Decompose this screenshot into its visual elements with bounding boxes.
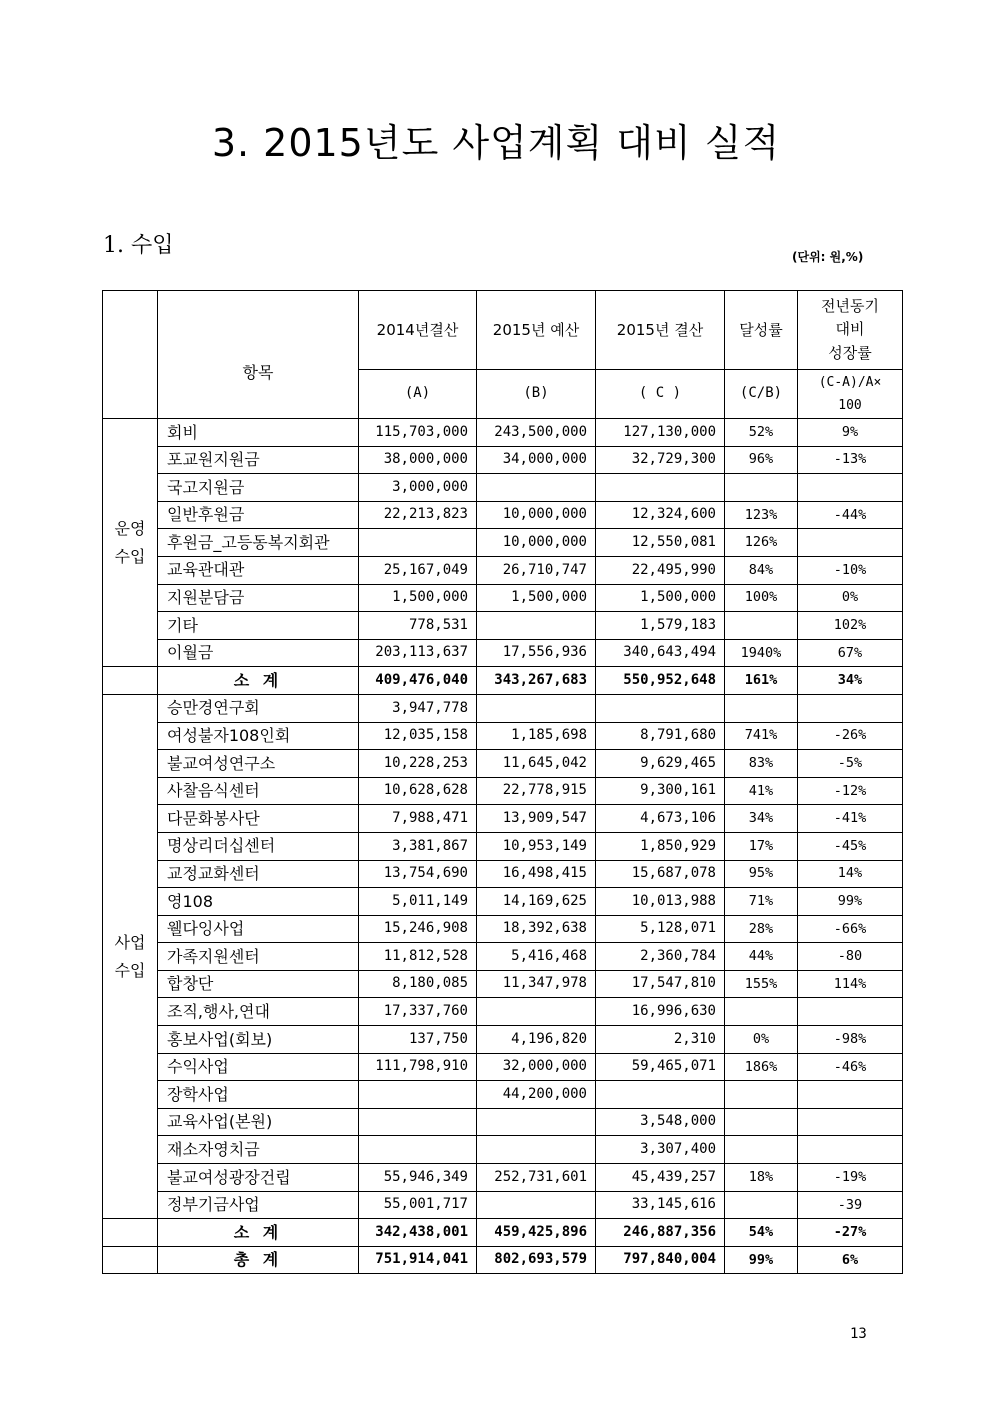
table-row bbox=[103, 943, 903, 971]
category-cell bbox=[103, 694, 158, 1218]
table-row bbox=[103, 1136, 903, 1164]
value-cell: 99% bbox=[798, 888, 903, 916]
header-budget-sub: (B) bbox=[477, 370, 596, 419]
table-row bbox=[103, 694, 903, 722]
item-label: 지원분담금 bbox=[158, 584, 359, 612]
value-cell: 14% bbox=[798, 860, 903, 888]
value-cell: 96% bbox=[725, 446, 798, 474]
summary-value: 246,887,356 bbox=[596, 1219, 725, 1247]
value-cell: 16,498,415 bbox=[477, 860, 596, 888]
table-row bbox=[103, 446, 903, 474]
value-cell: 17% bbox=[725, 832, 798, 860]
value-cell: -26% bbox=[798, 722, 903, 750]
value-cell bbox=[798, 529, 903, 557]
value-cell: 9,300,161 bbox=[596, 777, 725, 805]
page-title: 3. 2015년도 사업계획 대비 실적 bbox=[211, 121, 781, 165]
value-cell: 3,307,400 bbox=[596, 1136, 725, 1164]
header-2014: 2014년결산 bbox=[359, 291, 477, 370]
value-cell: 243,500,000 bbox=[477, 419, 596, 447]
value-cell bbox=[477, 1191, 596, 1219]
value-cell: 102% bbox=[798, 612, 903, 640]
value-cell: -41% bbox=[798, 805, 903, 833]
value-cell: 13,754,690 bbox=[359, 860, 477, 888]
summary-value: 342,438,001 bbox=[359, 1219, 477, 1247]
table-row bbox=[103, 888, 903, 916]
value-cell: -45% bbox=[798, 832, 903, 860]
item-label: 후원금_고등동복지회관 bbox=[158, 529, 359, 557]
value-cell bbox=[477, 1108, 596, 1136]
summary-value: 550,952,648 bbox=[596, 667, 725, 695]
value-cell: 9,629,465 bbox=[596, 750, 725, 778]
value-cell: 11,812,528 bbox=[359, 943, 477, 971]
item-label: 사찰음식센터 bbox=[158, 777, 359, 805]
summary-value: 6% bbox=[798, 1246, 903, 1274]
value-cell: 1,579,183 bbox=[596, 612, 725, 640]
value-cell: 9% bbox=[798, 419, 903, 447]
header-growth-line: 성장률 bbox=[828, 343, 872, 362]
value-cell: 55,946,349 bbox=[359, 1164, 477, 1192]
value-cell: 114% bbox=[798, 970, 903, 998]
value-cell: 17,547,810 bbox=[596, 970, 725, 998]
table-row bbox=[103, 556, 903, 584]
header-growth bbox=[798, 291, 903, 370]
value-cell bbox=[725, 1081, 798, 1109]
table-row bbox=[103, 1164, 903, 1192]
value-cell: 115,703,000 bbox=[359, 419, 477, 447]
summary-label: 소 계 bbox=[158, 1219, 359, 1247]
header-growth-sub-line: 100 bbox=[838, 398, 862, 413]
item-label: 여성불자108인회 bbox=[158, 722, 359, 750]
value-cell: 28% bbox=[725, 915, 798, 943]
value-cell bbox=[725, 612, 798, 640]
table-row bbox=[103, 1081, 903, 1109]
value-cell: 22,213,823 bbox=[359, 501, 477, 529]
table-row bbox=[103, 805, 903, 833]
value-cell bbox=[596, 694, 725, 722]
header-item: 항목 bbox=[158, 291, 359, 419]
value-cell bbox=[477, 694, 596, 722]
value-cell: 25,167,049 bbox=[359, 556, 477, 584]
value-cell: 5,011,149 bbox=[359, 888, 477, 916]
summary-value: 99% bbox=[725, 1246, 798, 1274]
section-heading: 1. 수입 bbox=[103, 233, 174, 258]
item-label: 기타 bbox=[158, 612, 359, 640]
value-cell: 12,324,600 bbox=[596, 501, 725, 529]
value-cell: 100% bbox=[725, 584, 798, 612]
value-cell: 17,337,760 bbox=[359, 998, 477, 1026]
page-number: 13 bbox=[850, 1326, 867, 1342]
value-cell bbox=[359, 1136, 477, 1164]
value-cell bbox=[798, 998, 903, 1026]
value-cell bbox=[477, 612, 596, 640]
item-label: 조직,행사,연대 bbox=[158, 998, 359, 1026]
value-cell: 0% bbox=[798, 584, 903, 612]
value-cell: 137,750 bbox=[359, 1026, 477, 1054]
value-cell bbox=[477, 998, 596, 1026]
value-cell: -44% bbox=[798, 501, 903, 529]
income-table bbox=[102, 290, 903, 1274]
value-cell: 38,000,000 bbox=[359, 446, 477, 474]
value-cell: 16,996,630 bbox=[596, 998, 725, 1026]
value-cell bbox=[359, 529, 477, 557]
value-cell: -46% bbox=[798, 1053, 903, 1081]
value-cell: 2,310 bbox=[596, 1026, 725, 1054]
value-cell: 15,687,078 bbox=[596, 860, 725, 888]
table-row bbox=[103, 474, 903, 502]
item-label: 합창단 bbox=[158, 970, 359, 998]
value-cell: 15,246,908 bbox=[359, 915, 477, 943]
value-cell: 778,531 bbox=[359, 612, 477, 640]
table-row bbox=[103, 419, 903, 447]
summary-value: 54% bbox=[725, 1219, 798, 1247]
value-cell: 3,947,778 bbox=[359, 694, 477, 722]
header-result-sub: ( C ) bbox=[596, 370, 725, 419]
value-cell bbox=[359, 1081, 477, 1109]
value-cell: 32,729,300 bbox=[596, 446, 725, 474]
value-cell: 59,465,071 bbox=[596, 1053, 725, 1081]
value-cell: 1,500,000 bbox=[477, 584, 596, 612]
value-cell: 1,500,000 bbox=[359, 584, 477, 612]
category-label: 수입 bbox=[114, 960, 146, 980]
value-cell: 186% bbox=[725, 1053, 798, 1081]
value-cell: 12,035,158 bbox=[359, 722, 477, 750]
item-label: 가족지원센터 bbox=[158, 943, 359, 971]
summary-value: 751,914,041 bbox=[359, 1246, 477, 1274]
value-cell: 95% bbox=[725, 860, 798, 888]
value-cell: 22,778,915 bbox=[477, 777, 596, 805]
header-budget-2015: 2015년 예산 bbox=[477, 291, 596, 370]
table-row bbox=[103, 584, 903, 612]
table-row bbox=[103, 1191, 903, 1219]
value-cell: 33,145,616 bbox=[596, 1191, 725, 1219]
item-label: 홍보사업(회보) bbox=[158, 1026, 359, 1054]
value-cell: 123% bbox=[725, 501, 798, 529]
table-row bbox=[103, 970, 903, 998]
header-growth-sub bbox=[798, 370, 903, 419]
item-label: 불교여성연구소 bbox=[158, 750, 359, 778]
table-row bbox=[103, 1108, 903, 1136]
subtotal-row bbox=[103, 667, 903, 695]
item-label: 교육사업(본원) bbox=[158, 1108, 359, 1136]
value-cell: 26,710,747 bbox=[477, 556, 596, 584]
table-row bbox=[103, 1026, 903, 1054]
item-label: 회비 bbox=[158, 419, 359, 447]
value-cell: 34,000,000 bbox=[477, 446, 596, 474]
value-cell: -19% bbox=[798, 1164, 903, 1192]
value-cell: 14,169,625 bbox=[477, 888, 596, 916]
summary-value: 34% bbox=[798, 667, 903, 695]
item-label: 일반후원금 bbox=[158, 501, 359, 529]
value-cell: -80 bbox=[798, 943, 903, 971]
value-cell: 18,392,638 bbox=[477, 915, 596, 943]
table-row bbox=[103, 915, 903, 943]
value-cell: 83% bbox=[725, 750, 798, 778]
table-row bbox=[103, 639, 903, 667]
unit-note: (단위: 원,%) bbox=[792, 250, 864, 264]
value-cell: 17,556,936 bbox=[477, 639, 596, 667]
value-cell: 67% bbox=[798, 639, 903, 667]
item-label: 재소자영치금 bbox=[158, 1136, 359, 1164]
summary-value: 343,267,683 bbox=[477, 667, 596, 695]
value-cell: 34% bbox=[725, 805, 798, 833]
value-cell: 12,550,081 bbox=[596, 529, 725, 557]
item-label: 웰다잉사업 bbox=[158, 915, 359, 943]
value-cell: 45,439,257 bbox=[596, 1164, 725, 1192]
value-cell: 1,850,929 bbox=[596, 832, 725, 860]
table-row bbox=[103, 1053, 903, 1081]
value-cell: 5,416,468 bbox=[477, 943, 596, 971]
item-label: 장학사업 bbox=[158, 1081, 359, 1109]
value-cell: 4,673,106 bbox=[596, 805, 725, 833]
subtotal-row bbox=[103, 1219, 903, 1247]
value-cell: 0% bbox=[725, 1026, 798, 1054]
summary-value: -27% bbox=[798, 1219, 903, 1247]
value-cell: 10,228,253 bbox=[359, 750, 477, 778]
header-blank bbox=[103, 291, 158, 419]
item-label: 국고지원금 bbox=[158, 474, 359, 502]
item-label: 수익사업 bbox=[158, 1053, 359, 1081]
value-cell: 52% bbox=[725, 419, 798, 447]
item-label: 영108 bbox=[158, 888, 359, 916]
value-cell: 10,628,628 bbox=[359, 777, 477, 805]
value-cell: 10,000,000 bbox=[477, 501, 596, 529]
item-label: 교육관대관 bbox=[158, 556, 359, 584]
value-cell: -13% bbox=[798, 446, 903, 474]
value-cell: 41% bbox=[725, 777, 798, 805]
value-cell: -10% bbox=[798, 556, 903, 584]
value-cell bbox=[798, 474, 903, 502]
value-cell: 84% bbox=[725, 556, 798, 584]
table-row bbox=[103, 832, 903, 860]
value-cell: 203,113,637 bbox=[359, 639, 477, 667]
value-cell: 3,381,867 bbox=[359, 832, 477, 860]
header-growth-line: 전년동기 bbox=[821, 297, 879, 316]
item-label: 명상리더십센터 bbox=[158, 832, 359, 860]
summary-value: 459,425,896 bbox=[477, 1219, 596, 1247]
blank-cell bbox=[103, 1219, 158, 1247]
value-cell bbox=[477, 1136, 596, 1164]
table-row bbox=[103, 501, 903, 529]
value-cell bbox=[725, 1108, 798, 1136]
table-row bbox=[103, 860, 903, 888]
value-cell: 11,645,042 bbox=[477, 750, 596, 778]
value-cell bbox=[725, 1191, 798, 1219]
value-cell: 7,988,471 bbox=[359, 805, 477, 833]
value-cell bbox=[798, 1108, 903, 1136]
header-2014-sub: (A) bbox=[359, 370, 477, 419]
header-rate: 달성률 bbox=[725, 291, 798, 370]
item-label: 불교여성광장건립 bbox=[158, 1164, 359, 1192]
category-label: 사업 bbox=[114, 932, 146, 952]
value-cell: -66% bbox=[798, 915, 903, 943]
value-cell bbox=[725, 694, 798, 722]
value-cell: 44% bbox=[725, 943, 798, 971]
table-row bbox=[103, 612, 903, 640]
summary-value: 161% bbox=[725, 667, 798, 695]
value-cell bbox=[359, 1108, 477, 1136]
value-cell: 3,000,000 bbox=[359, 474, 477, 502]
item-label: 정부기금사업 bbox=[158, 1191, 359, 1219]
total-row bbox=[103, 1246, 903, 1274]
header-result-2015: 2015년 결산 bbox=[596, 291, 725, 370]
value-cell: 22,495,990 bbox=[596, 556, 725, 584]
value-cell: -5% bbox=[798, 750, 903, 778]
value-cell: 44,200,000 bbox=[477, 1081, 596, 1109]
value-cell: 71% bbox=[725, 888, 798, 916]
category-label: 수입 bbox=[114, 546, 146, 566]
header-rate-sub: (C/B) bbox=[725, 370, 798, 419]
value-cell bbox=[725, 998, 798, 1026]
value-cell: 155% bbox=[725, 970, 798, 998]
item-label: 포교원지원금 bbox=[158, 446, 359, 474]
table-row bbox=[103, 750, 903, 778]
value-cell: 10,000,000 bbox=[477, 529, 596, 557]
value-cell: 18% bbox=[725, 1164, 798, 1192]
category-cell bbox=[103, 419, 158, 667]
value-cell: 5,128,071 bbox=[596, 915, 725, 943]
value-cell: 126% bbox=[725, 529, 798, 557]
value-cell bbox=[798, 694, 903, 722]
value-cell: 340,643,494 bbox=[596, 639, 725, 667]
summary-value: 409,476,040 bbox=[359, 667, 477, 695]
value-cell: -12% bbox=[798, 777, 903, 805]
value-cell: 127,130,000 bbox=[596, 419, 725, 447]
item-label: 승만경연구회 bbox=[158, 694, 359, 722]
item-label: 다문화봉사단 bbox=[158, 805, 359, 833]
value-cell bbox=[477, 474, 596, 502]
value-cell: 13,909,547 bbox=[477, 805, 596, 833]
value-cell: 111,798,910 bbox=[359, 1053, 477, 1081]
item-label: 이월금 bbox=[158, 639, 359, 667]
value-cell: 4,196,820 bbox=[477, 1026, 596, 1054]
blank-cell bbox=[103, 1246, 158, 1274]
value-cell bbox=[596, 474, 725, 502]
value-cell: 741% bbox=[725, 722, 798, 750]
value-cell: 55,001,717 bbox=[359, 1191, 477, 1219]
category-label: 운영 bbox=[114, 518, 146, 538]
value-cell: -98% bbox=[798, 1026, 903, 1054]
summary-label: 총 계 bbox=[158, 1246, 359, 1274]
blank-cell bbox=[103, 667, 158, 695]
header-row bbox=[103, 291, 903, 370]
value-cell bbox=[725, 474, 798, 502]
value-cell: 2,360,784 bbox=[596, 943, 725, 971]
value-cell bbox=[798, 1136, 903, 1164]
value-cell bbox=[596, 1081, 725, 1109]
value-cell: 1940% bbox=[725, 639, 798, 667]
value-cell: -39 bbox=[798, 1191, 903, 1219]
value-cell: 32,000,000 bbox=[477, 1053, 596, 1081]
header-growth-line: 대비 bbox=[835, 320, 865, 339]
value-cell: 1,185,698 bbox=[477, 722, 596, 750]
summary-label: 소 계 bbox=[158, 667, 359, 695]
summary-value: 797,840,004 bbox=[596, 1246, 725, 1274]
summary-value: 802,693,579 bbox=[477, 1246, 596, 1274]
value-cell bbox=[798, 1081, 903, 1109]
table-row bbox=[103, 722, 903, 750]
value-cell: 8,791,680 bbox=[596, 722, 725, 750]
value-cell bbox=[725, 1136, 798, 1164]
table-row bbox=[103, 529, 903, 557]
value-cell: 11,347,978 bbox=[477, 970, 596, 998]
value-cell: 3,548,000 bbox=[596, 1108, 725, 1136]
table-row bbox=[103, 998, 903, 1026]
value-cell: 8,180,085 bbox=[359, 970, 477, 998]
table-row bbox=[103, 777, 903, 805]
header-growth-sub-line: (C-A)/A× bbox=[818, 374, 882, 390]
value-cell: 10,013,988 bbox=[596, 888, 725, 916]
item-label: 교정교화센터 bbox=[158, 860, 359, 888]
value-cell: 1,500,000 bbox=[596, 584, 725, 612]
value-cell: 10,953,149 bbox=[477, 832, 596, 860]
value-cell: 252,731,601 bbox=[477, 1164, 596, 1192]
